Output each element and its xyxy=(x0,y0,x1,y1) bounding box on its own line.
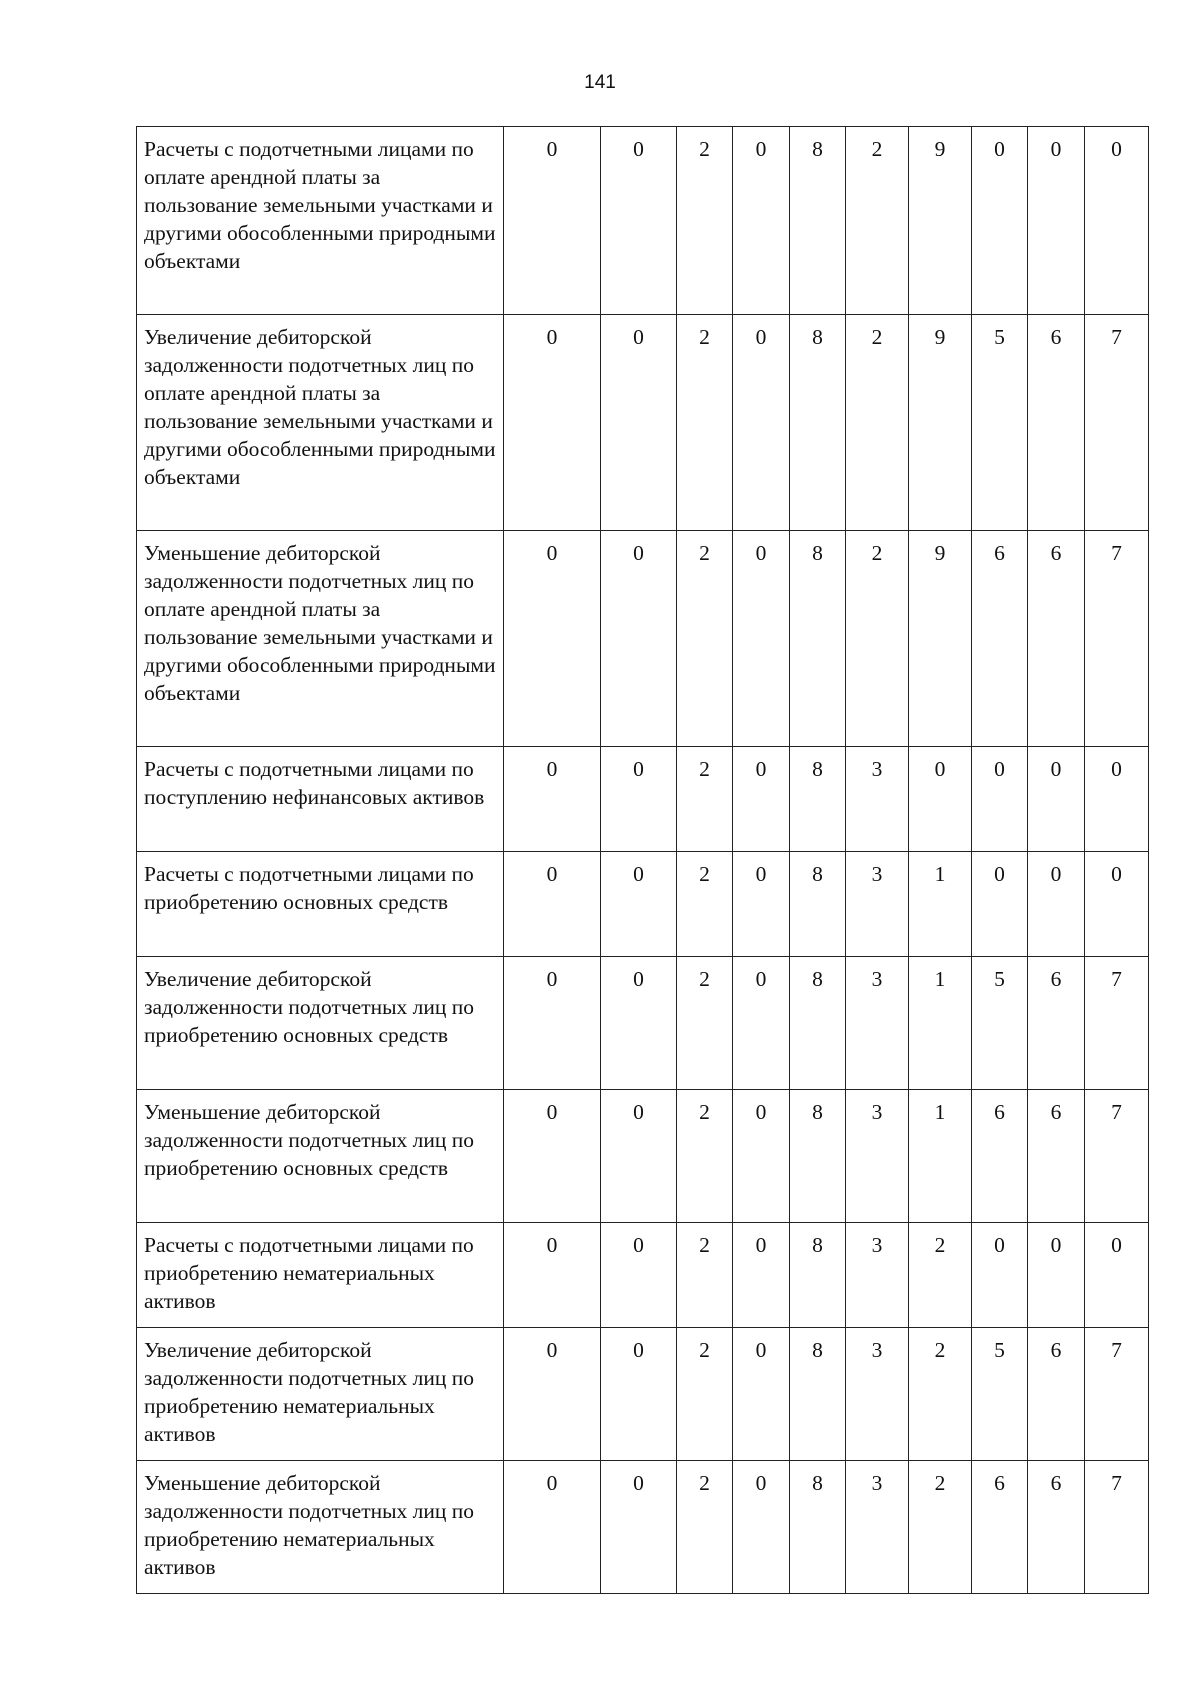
table-body xyxy=(137,127,1149,1594)
code-digit-cell: 7 xyxy=(1085,531,1149,747)
code-digit-cell: 6 xyxy=(1028,531,1085,747)
code-digit-cell: 2 xyxy=(909,1223,972,1328)
code-digit-cell: 0 xyxy=(601,852,677,957)
table-row xyxy=(137,315,1149,531)
code-digit-cell: 0 xyxy=(972,747,1028,852)
code-digit-cell: 0 xyxy=(601,957,677,1090)
code-digit-cell: 0 xyxy=(601,1461,677,1594)
row-description: Уменьшение дебиторской задолженности подотчетных лиц по оплате арендной платы за пользование земельными участками и другими обособленными природными объектами xyxy=(137,531,504,747)
code-digit-cell: 6 xyxy=(1028,1090,1085,1223)
code-digit-cell: 2 xyxy=(846,315,909,531)
code-digit-cell: 8 xyxy=(790,957,846,1090)
code-digit-cell: 0 xyxy=(733,1461,790,1594)
code-digit-cell: 7 xyxy=(1085,1328,1149,1461)
code-digit-cell: 0 xyxy=(1085,852,1149,957)
code-digit-cell: 2 xyxy=(846,531,909,747)
code-digit-cell: 0 xyxy=(733,127,790,315)
code-digit-cell: 0 xyxy=(733,315,790,531)
code-digit-cell: 1 xyxy=(909,1090,972,1223)
code-digit-cell: 8 xyxy=(790,1223,846,1328)
row-description: Уменьшение дебиторской задолженности подотчетных лиц по приобретению нематериальных активов xyxy=(137,1461,504,1594)
row-description: Увеличение дебиторской задолженности подотчетных лиц по приобретению основных средств xyxy=(137,957,504,1090)
code-digit-cell: 0 xyxy=(504,127,601,315)
table-row xyxy=(137,957,1149,1090)
code-digit-cell: 2 xyxy=(677,957,733,1090)
code-digit-cell: 2 xyxy=(909,1328,972,1461)
code-digit-cell: 0 xyxy=(909,747,972,852)
code-digit-cell: 0 xyxy=(601,127,677,315)
code-digit-cell: 2 xyxy=(909,1461,972,1594)
code-digit-cell: 6 xyxy=(1028,1461,1085,1594)
code-digit-cell: 3 xyxy=(846,1090,909,1223)
code-digit-cell: 6 xyxy=(1028,1328,1085,1461)
code-digit-cell: 6 xyxy=(972,1090,1028,1223)
code-digit-cell: 0 xyxy=(1085,747,1149,852)
table-row xyxy=(137,1328,1149,1461)
code-digit-cell: 2 xyxy=(677,852,733,957)
code-digit-cell: 2 xyxy=(677,315,733,531)
code-digit-cell: 1 xyxy=(909,957,972,1090)
code-digit-cell: 2 xyxy=(677,1223,733,1328)
code-digit-cell: 8 xyxy=(790,127,846,315)
code-digit-cell: 6 xyxy=(1028,957,1085,1090)
code-digit-cell: 5 xyxy=(972,957,1028,1090)
code-digit-cell: 0 xyxy=(504,957,601,1090)
code-digit-cell: 0 xyxy=(733,852,790,957)
code-digit-cell: 6 xyxy=(972,531,1028,747)
code-digit-cell: 8 xyxy=(790,531,846,747)
row-description: Расчеты с подотчетными лицами по оплате арендной платы за пользование земельными участками и другими обособленными природными объектами xyxy=(137,127,504,315)
code-digit-cell: 0 xyxy=(601,531,677,747)
code-digit-cell: 3 xyxy=(846,747,909,852)
code-digit-cell: 0 xyxy=(601,747,677,852)
account-codes-table xyxy=(136,126,1149,1594)
code-digit-cell: 0 xyxy=(1028,127,1085,315)
code-digit-cell: 2 xyxy=(677,1328,733,1461)
table-row xyxy=(137,747,1149,852)
code-digit-cell: 3 xyxy=(846,957,909,1090)
code-digit-cell: 8 xyxy=(790,852,846,957)
row-description: Расчеты с подотчетными лицами по приобретению нематериальных активов xyxy=(137,1223,504,1328)
table-row xyxy=(137,1461,1149,1594)
code-digit-cell: 0 xyxy=(733,957,790,1090)
code-digit-cell: 0 xyxy=(733,531,790,747)
code-digit-cell: 8 xyxy=(790,747,846,852)
code-digit-cell: 7 xyxy=(1085,957,1149,1090)
code-digit-cell: 0 xyxy=(601,1223,677,1328)
code-digit-cell: 0 xyxy=(504,852,601,957)
code-digit-cell: 9 xyxy=(909,315,972,531)
code-digit-cell: 0 xyxy=(733,1223,790,1328)
code-digit-cell: 9 xyxy=(909,531,972,747)
code-digit-cell: 0 xyxy=(601,1328,677,1461)
table-row xyxy=(137,1090,1149,1223)
row-description: Увеличение дебиторской задолженности подотчетных лиц по приобретению нематериальных активов xyxy=(137,1328,504,1461)
code-digit-cell: 6 xyxy=(1028,315,1085,531)
code-digit-cell: 0 xyxy=(504,1328,601,1461)
code-digit-cell: 0 xyxy=(972,127,1028,315)
code-digit-cell: 7 xyxy=(1085,315,1149,531)
code-digit-cell: 0 xyxy=(504,747,601,852)
code-digit-cell: 0 xyxy=(504,315,601,531)
row-description: Увеличение дебиторской задолженности подотчетных лиц по оплате арендной платы за пользование земельными участками и другими обособленными природными объектами xyxy=(137,315,504,531)
code-digit-cell: 3 xyxy=(846,1461,909,1594)
code-digit-cell: 7 xyxy=(1085,1090,1149,1223)
code-digit-cell: 0 xyxy=(504,1090,601,1223)
code-digit-cell: 8 xyxy=(790,1461,846,1594)
code-digit-cell: 0 xyxy=(733,747,790,852)
code-digit-cell: 0 xyxy=(1028,852,1085,957)
code-digit-cell: 0 xyxy=(504,1461,601,1594)
row-description: Уменьшение дебиторской задолженности подотчетных лиц по приобретению основных средств xyxy=(137,1090,504,1223)
table-row xyxy=(137,852,1149,957)
table-row xyxy=(137,531,1149,747)
code-digit-cell: 0 xyxy=(972,1223,1028,1328)
table-row xyxy=(137,127,1149,315)
code-digit-cell: 8 xyxy=(790,1090,846,1223)
row-description: Расчеты с подотчетными лицами по приобретению основных средств xyxy=(137,852,504,957)
code-digit-cell: 0 xyxy=(1028,747,1085,852)
code-digit-cell: 3 xyxy=(846,852,909,957)
code-digit-cell: 0 xyxy=(504,531,601,747)
row-description: Расчеты с подотчетными лицами по поступлению нефинансовых активов xyxy=(137,747,504,852)
code-digit-cell: 0 xyxy=(601,1090,677,1223)
code-digit-cell: 9 xyxy=(909,127,972,315)
code-digit-cell: 6 xyxy=(972,1461,1028,1594)
code-digit-cell: 0 xyxy=(733,1328,790,1461)
code-digit-cell: 0 xyxy=(601,315,677,531)
code-digit-cell: 2 xyxy=(677,1461,733,1594)
code-digit-cell: 8 xyxy=(790,315,846,531)
code-digit-cell: 2 xyxy=(677,531,733,747)
code-digit-cell: 0 xyxy=(733,1090,790,1223)
code-digit-cell: 0 xyxy=(1085,127,1149,315)
page-number: 141 xyxy=(584,72,616,93)
code-digit-cell: 5 xyxy=(972,315,1028,531)
code-digit-cell: 2 xyxy=(677,127,733,315)
code-digit-cell: 0 xyxy=(1085,1223,1149,1328)
code-digit-cell: 8 xyxy=(790,1328,846,1461)
code-digit-cell: 0 xyxy=(1028,1223,1085,1328)
code-digit-cell: 0 xyxy=(504,1223,601,1328)
code-digit-cell: 0 xyxy=(972,852,1028,957)
table-row xyxy=(137,1223,1149,1328)
code-digit-cell: 2 xyxy=(677,747,733,852)
code-digit-cell: 2 xyxy=(846,127,909,315)
code-digit-cell: 5 xyxy=(972,1328,1028,1461)
code-digit-cell: 1 xyxy=(909,852,972,957)
code-digit-cell: 2 xyxy=(677,1090,733,1223)
code-digit-cell: 7 xyxy=(1085,1461,1149,1594)
code-digit-cell: 3 xyxy=(846,1223,909,1328)
code-digit-cell: 3 xyxy=(846,1328,909,1461)
